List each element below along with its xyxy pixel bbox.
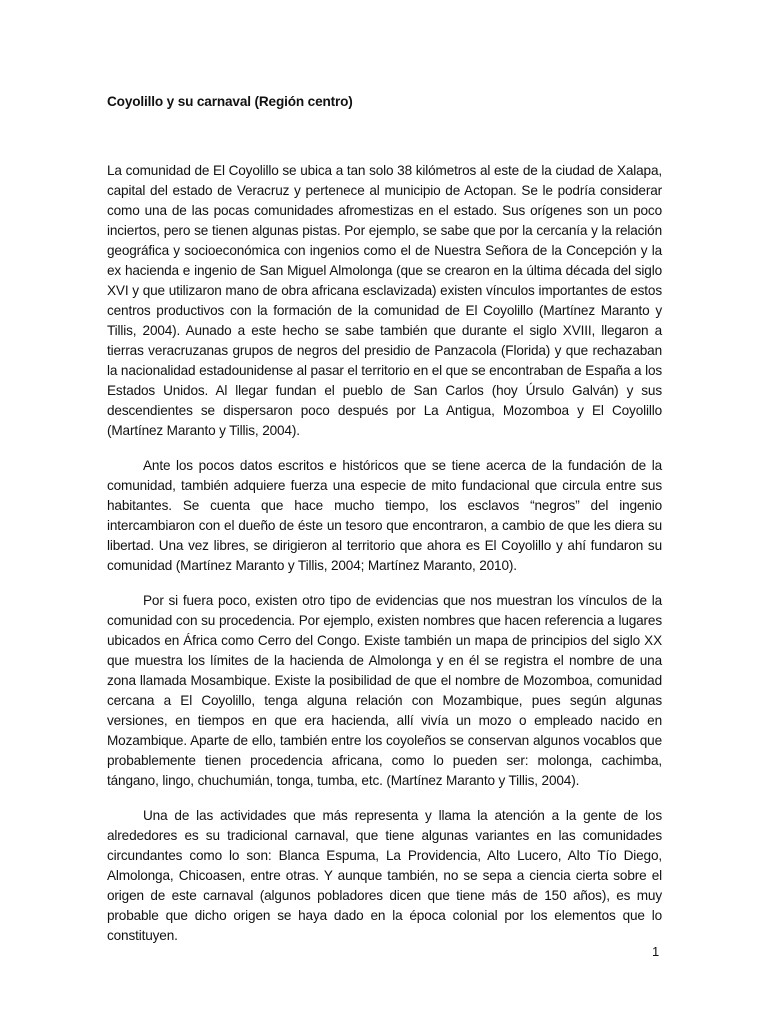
- paragraph-1: La comunidad de El Coyolillo se ubica a tan solo 38 kilómetros al este de la ciudad de Xalapa, capital del estado de Veracruz y pertenece al municipio de Actopan. Se le podría considerar como una de las pocas comunidades afromestizas en el estado. Sus orígenes son un poco inciertos, pero se tienen algunas pistas. Por ejemplo, se sabe que por la cercanía y la relación geográfica y socioeconómica con ingenios como el de Nuestra Señora de la Concepción y la ex hacienda e ingenio de San Miguel Almolonga (que se crearon en la última década del siglo XVI y que utilizaron mano de obra africana esclavizada) existen vínculos importantes de estos centros productivos con la formación de la comunidad de El Coyolillo (Martínez Maranto y Tillis, 2004). Aunado a este hecho se sabe también que durante el siglo XVIII, llegaron a tierras veracruzanas grupos de negros del presidio de Panzacola (Florida) y que rechazaban la nacionalidad estadounidense al pasar el territorio en el que se encontraban de España a los Estados Unidos. Al llegar fundan el pueblo de San Carlos (hoy Úrsulo Galván) y sus descendientes se dispersaron poco después por La Antigua, Mozomboa y El Coyolillo (Martínez Maranto y Tillis, 2004).: [107, 163, 662, 438]
- paragraph-2: Ante los pocos datos escritos e históricos que se tiene acerca de la fundación de la comunidad, también adquiere fuerza una especie de mito fundacional que circula entre sus habitantes. Se cuenta que hace mucho tiempo, los esclavos “negros” del ingenio intercambiaron con el dueño de éste un tesoro que encontraron, a cambio de que les diera su libertad. Una vez libres, se dirigieron al territorio que ahora es El Coyolillo y ahí fundaron su comunidad (Martínez Maranto y Tillis, 2004; Martínez Maranto, 2010).: [107, 458, 662, 573]
- document-body: [107, 93, 662, 961]
- document-title: Coyolillo y su carnaval (Región centro): [107, 94, 353, 109]
- paragraph-4: Una de las actividades que más representa y llama la atención a la gente de los alrededores es su tradicional carnaval, que tiene algunas variantes en las comunidades circundantes como lo son: Blanca Espuma, La Providencia, Alto Lucero, Alto Tío Diego, Almolonga, Chicoasen, entre otras. Y aunque también, no se sepa a ciencia cierta sobre el origen de este carnaval (algunos pobladores dicen que tiene más de 150 años), es muy probable que dicho origen se haya dado en la época colonial por los elementos que lo constituyen.: [107, 808, 662, 943]
- page-number: 1: [652, 944, 660, 959]
- paragraph-3: Por si fuera poco, existen otro tipo de evidencias que nos muestran los vínculos de la comunidad con su procedencia. Por ejemplo, existen nombres que hacen referencia a lugares ubicados en África como Cerro del Congo. Existe también un mapa de principios del siglo XX que muestra los límites de la hacienda de Almolonga y en él se registra el nombre de una zona llamada Mosambique. Existe la posibilidad de que el nombre de Mozomboa, comunidad cercana a El Coyolillo, tenga alguna relación con Mozambique, pues según algunas versiones, en tiempos en que era hacienda, allí vivía un mozo o empleado nacido en Mozambique. Aparte de ello, también entre los coyoleños se conservan algunos vocablos que probablemente tienen procedencia africana, como lo pueden ser: molonga, cachimba, tángano, lingo, chuchumián, tonga, tumba, etc. (Martínez Maranto y Tillis, 2004).: [107, 593, 662, 788]
